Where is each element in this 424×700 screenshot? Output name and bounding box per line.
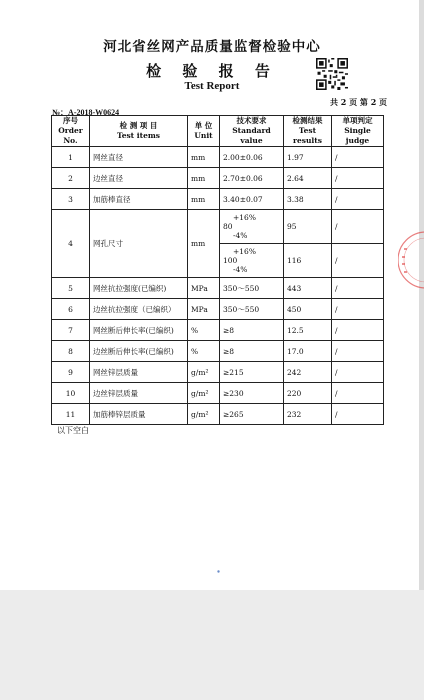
col-header-test-items: 检 测 项 目 Test items — [90, 116, 188, 147]
col-header-unit: 单 位 Unit — [188, 116, 220, 147]
tolerance-minus: -4% — [233, 265, 248, 274]
cell-unit: mm — [188, 189, 220, 210]
table-row — [52, 278, 384, 299]
cell-judge: / — [332, 147, 384, 168]
cell-standard: 3.40±0.07 — [220, 189, 284, 210]
table-row — [52, 362, 384, 383]
cell-judge: / — [332, 210, 384, 244]
cell-result: 2.64 — [284, 168, 332, 189]
cell-standard: 2.70±0.06 — [220, 168, 284, 189]
cell-result: 3.38 — [284, 189, 332, 210]
cell-judge: / — [332, 278, 384, 299]
cell-result: 1.97 — [284, 147, 332, 168]
cell-judge: / — [332, 404, 384, 425]
cell-unit: MPa — [188, 278, 220, 299]
cell-unit: % — [188, 320, 220, 341]
table-row — [52, 210, 384, 244]
cell-order-no: 2 — [52, 168, 90, 189]
cell-test-item: 网孔尺寸 — [90, 210, 188, 278]
cell-standard: ≥265 — [220, 404, 284, 425]
cell-standard: ≥230 — [220, 383, 284, 404]
cell-order-no: 7 — [52, 320, 90, 341]
cell-standard: 350～550 — [220, 278, 284, 299]
cell-unit: mm — [188, 147, 220, 168]
cell-order-no: 4 — [52, 210, 90, 278]
cell-judge: / — [332, 341, 384, 362]
table-row — [52, 320, 384, 341]
cell-test-item: 边丝锌层质量 — [90, 383, 188, 404]
cell-judge: / — [332, 299, 384, 320]
col-header-test-results: 检测结果 Test results — [284, 116, 332, 147]
table-row — [52, 404, 384, 425]
cell-result: 116 — [284, 244, 332, 278]
cell-judge: / — [332, 244, 384, 278]
cell-test-item: 网丝锌层质量 — [90, 362, 188, 383]
table-header-row — [52, 116, 384, 147]
test-results-table — [51, 115, 384, 425]
table-row — [52, 383, 384, 404]
table-row — [52, 168, 384, 189]
cell-standard: 350～550 — [220, 299, 284, 320]
organization-name: 河北省丝网产品质量监督检验中心 — [103, 39, 321, 55]
table-row — [52, 299, 384, 320]
cell-result: 232 — [284, 404, 332, 425]
scan-speck — [217, 570, 220, 573]
cell-standard: ≥215 — [220, 362, 284, 383]
cell-order-no: 8 — [52, 341, 90, 362]
cell-unit: mm — [188, 210, 220, 278]
cell-unit: MPa — [188, 299, 220, 320]
report-title-cn: 检 验 报 告 — [146, 62, 278, 80]
cell-order-no: 9 — [52, 362, 90, 383]
cell-judge: / — [332, 362, 384, 383]
cell-unit: g/m² — [188, 362, 220, 383]
cell-standard: ≥8 — [220, 320, 284, 341]
cell-unit: % — [188, 341, 220, 362]
cell-order-no: 11 — [52, 404, 90, 425]
cell-result: 95 — [284, 210, 332, 244]
tolerance-plus: +16% — [233, 247, 256, 256]
col-header-single-judge: 单项判定 Single judge — [332, 116, 384, 147]
cell-order-no: 5 — [52, 278, 90, 299]
cell-test-item: 网丝抗拉强度(已编织) — [90, 278, 188, 299]
cell-test-item: 加筋棒锌层质量 — [90, 404, 188, 425]
cell-standard — [220, 210, 284, 244]
cell-standard: 2.00±0.06 — [220, 147, 284, 168]
cell-unit: g/m² — [188, 404, 220, 425]
cell-result: 450 — [284, 299, 332, 320]
report-title-en: Test Report — [184, 80, 240, 92]
cell-result: 443 — [284, 278, 332, 299]
nominal-value: 80 — [223, 222, 233, 231]
table-row — [52, 189, 384, 210]
cell-order-no: 6 — [52, 299, 90, 320]
cell-test-item: 加筋棒直径 — [90, 189, 188, 210]
cell-result: 12.5 — [284, 320, 332, 341]
cell-test-item: 边丝断后伸长率(已编织) — [90, 341, 188, 362]
table-row — [52, 341, 384, 362]
cell-unit: mm — [188, 168, 220, 189]
cell-test-item: 网丝断后伸长率(已编织) — [90, 320, 188, 341]
cell-test-item: 边丝直径 — [90, 168, 188, 189]
col-header-order-no: 序号 Order No. — [52, 116, 90, 147]
cell-result: 242 — [284, 362, 332, 383]
cell-result: 17.0 — [284, 341, 332, 362]
cell-order-no: 1 — [52, 147, 90, 168]
cell-judge: / — [332, 383, 384, 404]
tolerance-plus: +16% — [233, 213, 256, 222]
cell-result: 220 — [284, 383, 332, 404]
cell-judge: / — [332, 320, 384, 341]
cell-unit: g/m² — [188, 383, 220, 404]
report-number: №：A-2018-W0624 — [52, 108, 120, 117]
cell-standard: ≥8 — [220, 341, 284, 362]
table-row — [52, 147, 384, 168]
page-info: 共 2 页 第 2 页 — [330, 97, 388, 107]
col-header-standard-value: 技术要求 Standard value — [220, 116, 284, 147]
cell-standard — [220, 244, 284, 278]
tolerance-minus: -4% — [233, 231, 248, 240]
cell-order-no: 3 — [52, 189, 90, 210]
cell-test-item: 边丝抗拉强度（已编织） — [90, 299, 188, 320]
cell-judge: / — [332, 189, 384, 210]
qr-code-icon — [316, 58, 348, 90]
blank-below-note: 以下空白 — [57, 426, 89, 435]
red-seal-stamp-icon — [398, 230, 424, 290]
nominal-value: 100 — [223, 256, 238, 265]
cell-judge: / — [332, 168, 384, 189]
cell-test-item: 网丝直径 — [90, 147, 188, 168]
cell-order-no: 10 — [52, 383, 90, 404]
